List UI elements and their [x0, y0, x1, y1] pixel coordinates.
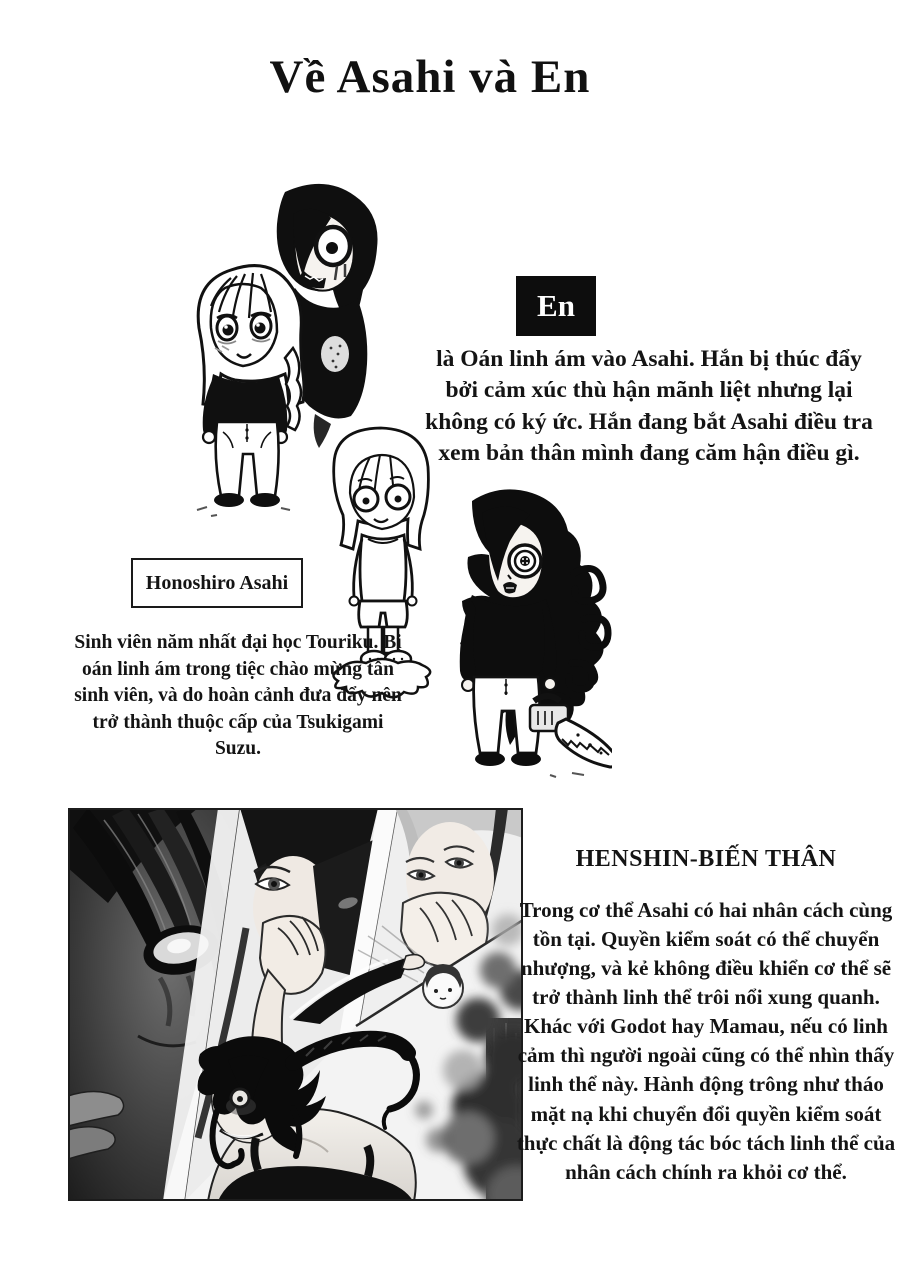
possessed-asahi-figure	[460, 489, 612, 777]
asahi-name-box	[131, 558, 303, 608]
henshin-heading: HENSHIN-BIẾN THÂN	[575, 846, 837, 872]
asahi-description: Sinh viên năm nhất đại học Touriku. Bị oán linh ám trong tiệc chào mừng tân sinh viên, và do hoàn cảnh đưa đẩy nên trở thành thuộc cấp của Tsukigami Suzu.	[74, 632, 402, 760]
chibi-asahi-figure	[197, 266, 304, 516]
page-title: Về Asahi và En	[269, 51, 591, 103]
henshin-manga-panel	[68, 808, 523, 1201]
en-label: En	[537, 288, 575, 323]
en-label-box	[516, 276, 596, 336]
en-description: là Oán linh ám vào Asahi. Hắn bị thúc đẩy bởi cảm xúc thù hận mãnh liệt nhưng lại không có ký ức. Hắn đang bắt Asahi điều tra xem bản thân mình đang căm hận điều gì.	[425, 346, 873, 466]
henshin-description: Trong cơ thể Asahi có hai nhân cách cùng tồn tại. Quyền kiểm soát có thể chuyển nhượng, và kẻ không điều khiển cơ thể sẽ trở thành linh thể trôi nổi xung quanh. Khác với Godot hay Mamau, nếu có linh cảm thì người ngoài cũng có thể nhìn thấy linh thể này. Hành động trông như tháo mặt nạ khi chuyển đổi quyền kiểm soát thực chất là động tác bóc tách linh thể của nhân cách chính ra khỏi cơ thể.	[516, 898, 896, 1184]
asahi-name: Honoshiro Asahi	[145, 571, 289, 594]
floating-spirit-head	[423, 964, 463, 1008]
